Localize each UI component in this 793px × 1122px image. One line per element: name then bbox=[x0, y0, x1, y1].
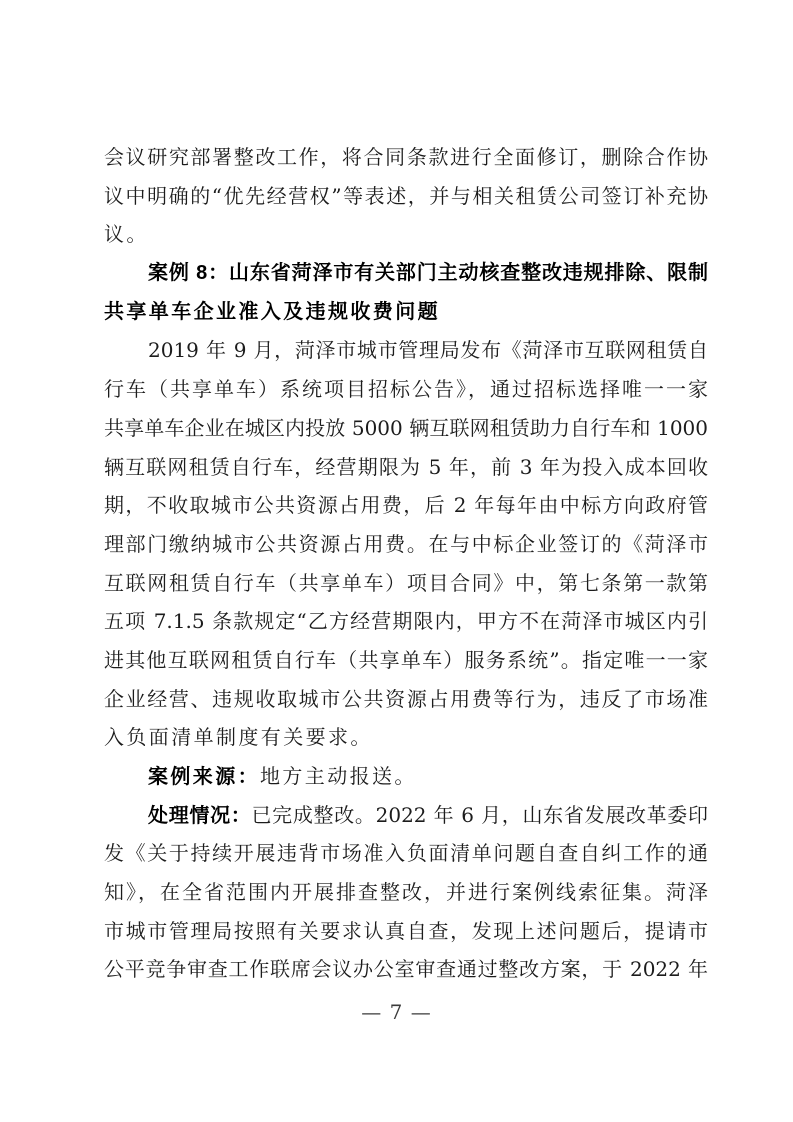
page-number: — 7 — bbox=[361, 1000, 432, 1024]
document-body bbox=[104, 138, 708, 989]
text-segment: 期，不收取城市公共资源占用费，后 2 年每年由中标方向政府管 bbox=[104, 493, 708, 518]
text-segment: 进其他互联网租赁自行车（共享单车）服务系统”。指定唯一一家 bbox=[104, 647, 708, 672]
text-line bbox=[104, 138, 708, 177]
page-footer bbox=[0, 1000, 793, 1024]
text-line bbox=[104, 564, 708, 603]
text-segment: 2019 年 9 月，菏泽市城市管理局发布《菏泽市互联网租赁自 bbox=[148, 338, 708, 363]
text-line bbox=[104, 950, 708, 989]
heading-line bbox=[104, 254, 708, 293]
bold-label: 共享单车企业准入及违规收费问题 bbox=[104, 300, 440, 323]
text-segment: 理部门缴纳城市公共资源占用费。在与中标企业签订的《菏泽市 bbox=[104, 531, 708, 556]
text-segment: 市城市管理局按照有关要求认真自查，发现上述问题后，提请市 bbox=[104, 918, 708, 943]
bold-label: 案例来源： bbox=[148, 766, 260, 788]
text-segment: 地方主动报送。 bbox=[260, 764, 417, 788]
heading-line bbox=[104, 293, 708, 332]
text-segment: 企业经营、违规收取城市公共资源占用费等行为，违反了市场准 bbox=[104, 686, 708, 711]
text-segment: 已完成整改。2022 年 6 月，山东省发展改革委印 bbox=[251, 802, 708, 827]
text-line bbox=[104, 796, 708, 835]
text-line bbox=[104, 331, 708, 370]
text-segment: 五项 7.1.5 条款规定“乙方经营期限内，甲方不在菏泽市城区内引 bbox=[104, 609, 708, 634]
text-line bbox=[104, 525, 708, 564]
text-line bbox=[104, 409, 708, 448]
text-segment: 议中明确的“优先经营权”等表述，并与相关租赁公司签订补充协 bbox=[104, 183, 708, 208]
text-segment: 入负面清单制度有关要求。 bbox=[104, 725, 373, 750]
text-segment: 议。 bbox=[104, 222, 149, 247]
text-segment: 发《关于持续开展违背市场准入负面清单问题自查自纠工作的通 bbox=[104, 841, 708, 866]
text-segment: 共享单车企业在城区内投放 5000 辆互联网租赁助力自行车和 1000 bbox=[104, 415, 708, 440]
text-line bbox=[104, 641, 708, 680]
text-segment: 公平竞争审查工作联席会议办公室审查通过整改方案，于 2022 年 bbox=[104, 957, 708, 982]
text-segment: 行车（共享单车）系统项目招标公告》，通过招标选择唯一一家 bbox=[104, 377, 708, 402]
text-line bbox=[104, 834, 708, 873]
bold-label: 处理情况： bbox=[148, 804, 252, 827]
text-segment: 辆互联网租赁自行车，经营期限为 5 年，前 3 年为投入成本回收 bbox=[104, 454, 708, 479]
text-line bbox=[104, 873, 708, 912]
text-segment: 知》，在全省范围内开展排查整改，并进行案例线索征集。菏泽 bbox=[104, 880, 708, 905]
text-line bbox=[104, 912, 708, 951]
text-line bbox=[104, 177, 708, 216]
text-line bbox=[104, 602, 708, 641]
text-segment: 互联网租赁自行车（共享单车）项目合同》中，第七条第一款第 bbox=[104, 570, 708, 595]
text-line bbox=[104, 370, 708, 409]
text-line bbox=[104, 680, 708, 719]
bold-label: 案例 8：山东省菏泽市有关部门主动核查整改违规排除、限制 bbox=[148, 262, 708, 285]
text-line bbox=[104, 448, 708, 487]
text-line bbox=[104, 757, 708, 796]
text-segment: 会议研究部署整改工作，将合同条款进行全面修订，删除合作协 bbox=[104, 145, 708, 169]
text-line bbox=[104, 718, 708, 757]
text-line bbox=[104, 215, 708, 254]
text-line bbox=[104, 486, 708, 525]
